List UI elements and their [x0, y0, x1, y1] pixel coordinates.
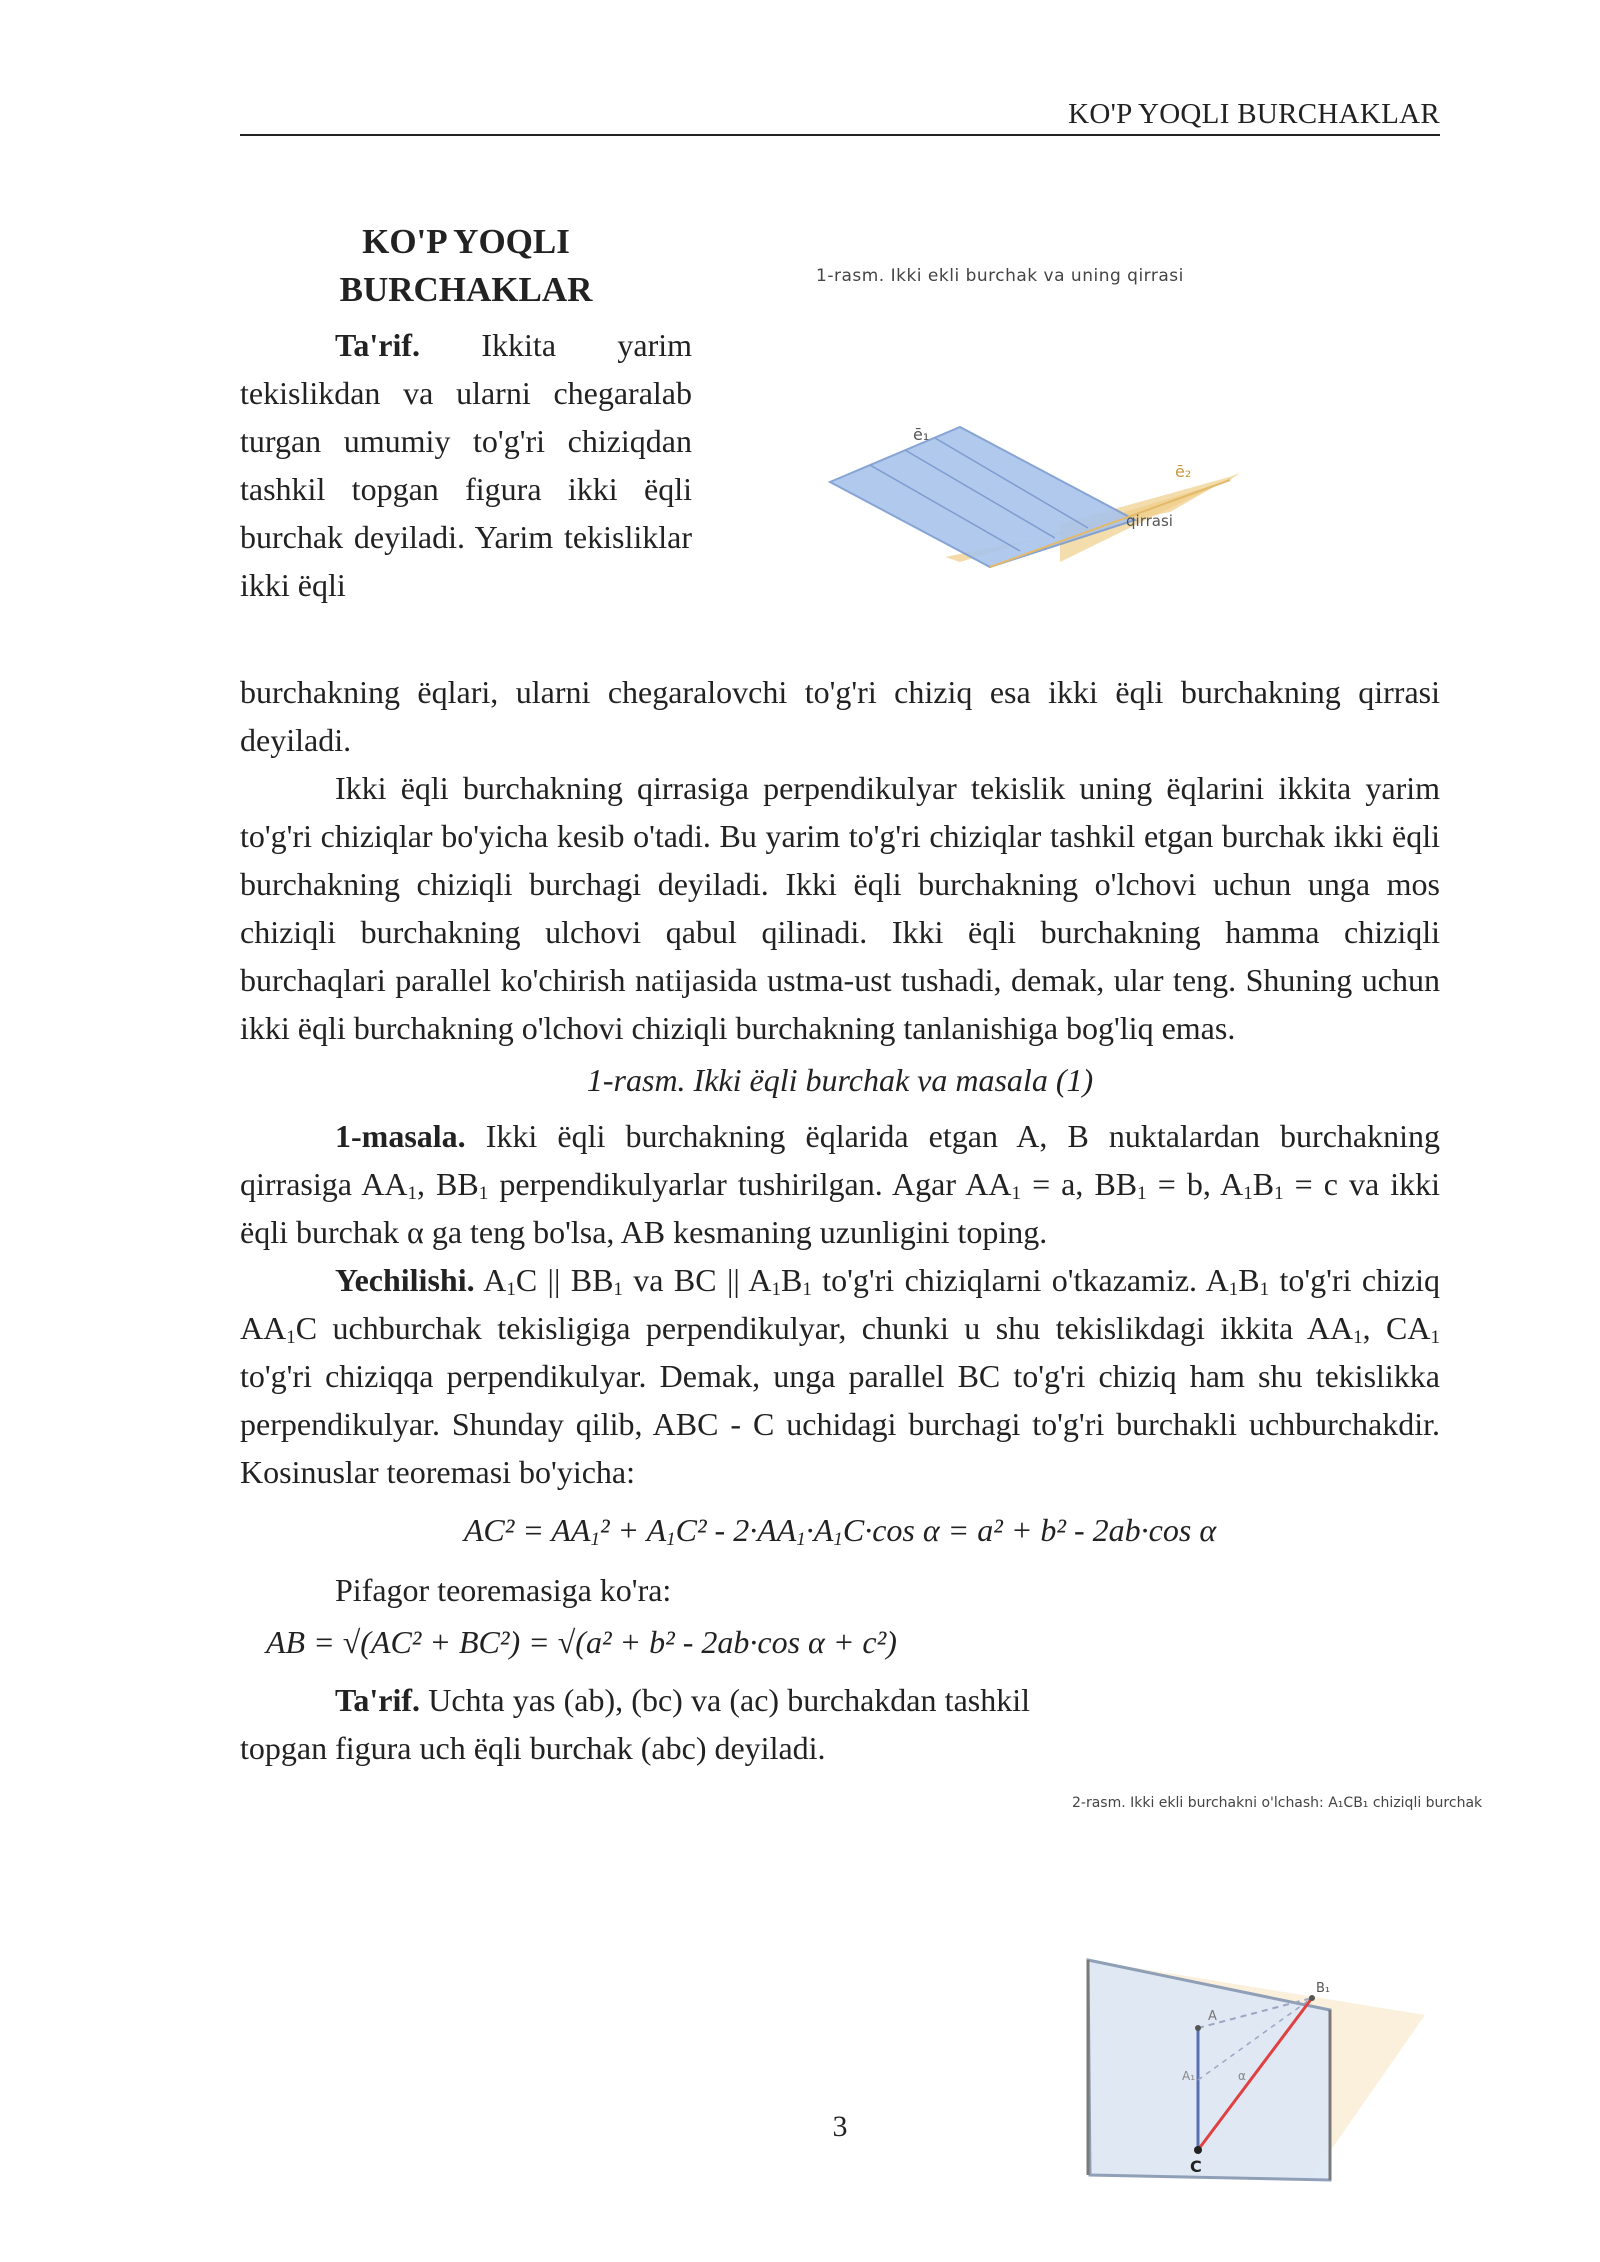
- title-line-2: BURCHAKLAR: [339, 270, 593, 309]
- page-title: [240, 218, 692, 314]
- left-column: [240, 218, 692, 609]
- formula-pythagoras: AB = √(AC² + BC²) = √(a² + b² - 2ab·cos α + c²): [266, 1624, 897, 1660]
- subscript: 1: [1353, 1327, 1363, 1348]
- definition-1: [240, 321, 692, 609]
- solution-text: to'g'ri chiziqqa perpendikulyar. Demak, unga parallel BC to'g'ri chiziq ham shu tekislikka perpendikulyar. Shunday qilib, ABC - C uchidagi burchagi to'g'ri burchakli uchburchakdir. Kosinuslar teoremasi bo'yicha:: [240, 1358, 1440, 1490]
- subscript: 1: [1011, 1183, 1021, 1204]
- figure2-label-alpha: α: [1238, 2069, 1246, 2083]
- figure1-label-edge: qirrasi: [1126, 512, 1173, 530]
- figure2-point: [1309, 1995, 1315, 2001]
- solution-text: B: [781, 1262, 803, 1298]
- solution-text: va BC || A: [622, 1262, 772, 1298]
- subscript: 1: [407, 1183, 417, 1204]
- solution-text: , CA: [1362, 1310, 1431, 1346]
- figure2-label-a1: A₁: [1182, 2069, 1196, 2083]
- formula-cosine-law: [240, 1506, 1440, 1554]
- solution-text: A: [474, 1262, 507, 1298]
- figure-caption-center: 1-rasm. Ikki ëqli burchak va masala (1): [586, 1062, 1094, 1098]
- figure1-label-e2: ē₂: [1175, 462, 1192, 481]
- problem-text: , BB: [416, 1166, 479, 1202]
- subscript: 1: [613, 1279, 623, 1300]
- subscript: 1: [1274, 1183, 1284, 1204]
- solution-text: C || BB: [515, 1262, 614, 1298]
- formula-part: ² + A: [599, 1512, 667, 1548]
- problem-1-label: 1-masala.: [335, 1118, 466, 1154]
- figure2-point: [1194, 2146, 1202, 2154]
- subscript: 1: [1243, 1183, 1253, 1204]
- figure1-caption: 1-rasm. Ikki ekli burchak va uning qirrasi: [816, 266, 1184, 286]
- subscript: 1: [771, 1279, 781, 1300]
- subscript: 1: [478, 1183, 489, 1204]
- formula-part: C·cos α = a² + b² - 2ab·cos α: [842, 1512, 1217, 1548]
- definition-2-term: Ta'rif.: [335, 1682, 421, 1718]
- problem-text: = c va ikki ëqli burchak α ga teng bo'lsa, AB kesmaning uzunligini toping.: [240, 1166, 1441, 1250]
- problem-text: B: [1252, 1166, 1275, 1202]
- pifagor-text: Pifagor teoremasiga ko'ra:: [335, 1572, 672, 1608]
- figure2-blue-plane: [1088, 1960, 1330, 2180]
- problem-text: = a, BB: [1021, 1166, 1138, 1202]
- formula-part: C² - 2·AA: [675, 1512, 797, 1548]
- definition-2-text: Uchta yas (ab), (bc) va (ac) burchakdan tashkil topgan figura uch ëqli burchak (abc) deyiladi.: [240, 1682, 1030, 1766]
- subscript: 1: [286, 1327, 296, 1348]
- subscript: 1: [1259, 1279, 1270, 1300]
- subscript: 1: [666, 1529, 676, 1550]
- definition-1-text: Ikkita yarim tekislikdan va ularni chegaralab turgan umumiy to'g'ri chiziqdan tashkil topgan figura ikki ëqli burchak deyiladi. Yarim tekisliklar ikki ëqli: [240, 327, 692, 603]
- problem-text: = b, A: [1146, 1166, 1244, 1202]
- formula-part: AC² = AA: [463, 1512, 591, 1548]
- solution-text: to'g'ri chiziqlarni o'tkazamiz. A: [811, 1262, 1229, 1298]
- subscript: 1: [506, 1279, 516, 1300]
- paragraph-linear-angle: Ikki ëqli burchakning qirrasiga perpendikulyar tekislik uning ëqlarini ikkita yarim to'g'ri chiziqlar bo'yicha kesib o'tadi. Bu yarim to'g'ri chiziqlar tashkil etgan burchak ikki ëqli burchakning chiziqli burchagi deyiladi. Ikki ëqli burchakning o'lchovi uchun unga mos chiziqli burchakning ulchovi qabul qilinadi. Ikki ëqli burchakning hamma chiziqli burchaqlari parallel ko'chirish natijasida ustma-ust tushadi, demak, ular teng. Shuning uchun ikki ëqli burchakning o'lchovi chiziqli burchakning tanlanishiga bog'liq emas.: [240, 770, 1440, 1046]
- subscript: 1: [802, 1279, 812, 1300]
- problem-1: [240, 1112, 1440, 1256]
- definition-1-continuation: burchakning ëqlari, ularni chegaralovchi to'g'ri chiziq esa ikki ëqli burchakning qirrasi deyiladi.: [240, 674, 1440, 758]
- running-header: KO'P YOQLI BURCHAKLAR: [1068, 98, 1440, 130]
- figure1-label-e1: ē₁: [913, 425, 930, 444]
- solution-text: C uchburchak tekisligiga perpendikulyar, chunki u shu tekislikdagi ikkita AA: [295, 1310, 1354, 1346]
- problem-text: Ikki ëqli burchakning ëqlarida etgan A, B nuktalardan burchakning qirrasiga AA: [240, 1118, 1440, 1202]
- solution-label: Yechilishi.: [335, 1262, 475, 1298]
- formula-part: ·A: [805, 1512, 834, 1548]
- subscript: 1: [590, 1529, 600, 1550]
- figure1-dihedral-angle: [810, 262, 1310, 582]
- subscript: 1: [1228, 1279, 1239, 1300]
- subscript: 1: [833, 1529, 843, 1550]
- figure2-point: [1195, 2025, 1201, 2031]
- solution: [240, 1256, 1440, 1496]
- figure2-caption: 2-rasm. Ikki ekli burchakni o'lchash: A₁CB₁ chiziqli burchak: [1072, 1795, 1483, 1811]
- solution-text: B: [1238, 1262, 1260, 1298]
- figure2-linear-angle: [1080, 1950, 1440, 2190]
- problem-text: perpendikulyarlar tushirilgan. Agar AA: [488, 1166, 1012, 1202]
- page-number: 3: [832, 2110, 848, 2143]
- figure2-label-c: C: [1190, 2157, 1202, 2176]
- subscript: 1: [796, 1529, 806, 1550]
- subscript: 1: [1430, 1327, 1441, 1348]
- definition-2: [240, 1676, 1030, 1772]
- header-rule: [240, 134, 1440, 136]
- figure2-label-a: A: [1208, 2009, 1217, 2024]
- body-text: [240, 668, 1440, 1772]
- subscript: 1: [1137, 1183, 1147, 1204]
- figure2-label-b1: B₁: [1316, 1981, 1331, 1996]
- solution-text: to'g'ri chiziq AA: [240, 1262, 1441, 1346]
- title-line-1: KO'P YOQLI: [362, 222, 570, 261]
- definition-1-term: Ta'rif.: [335, 327, 421, 363]
